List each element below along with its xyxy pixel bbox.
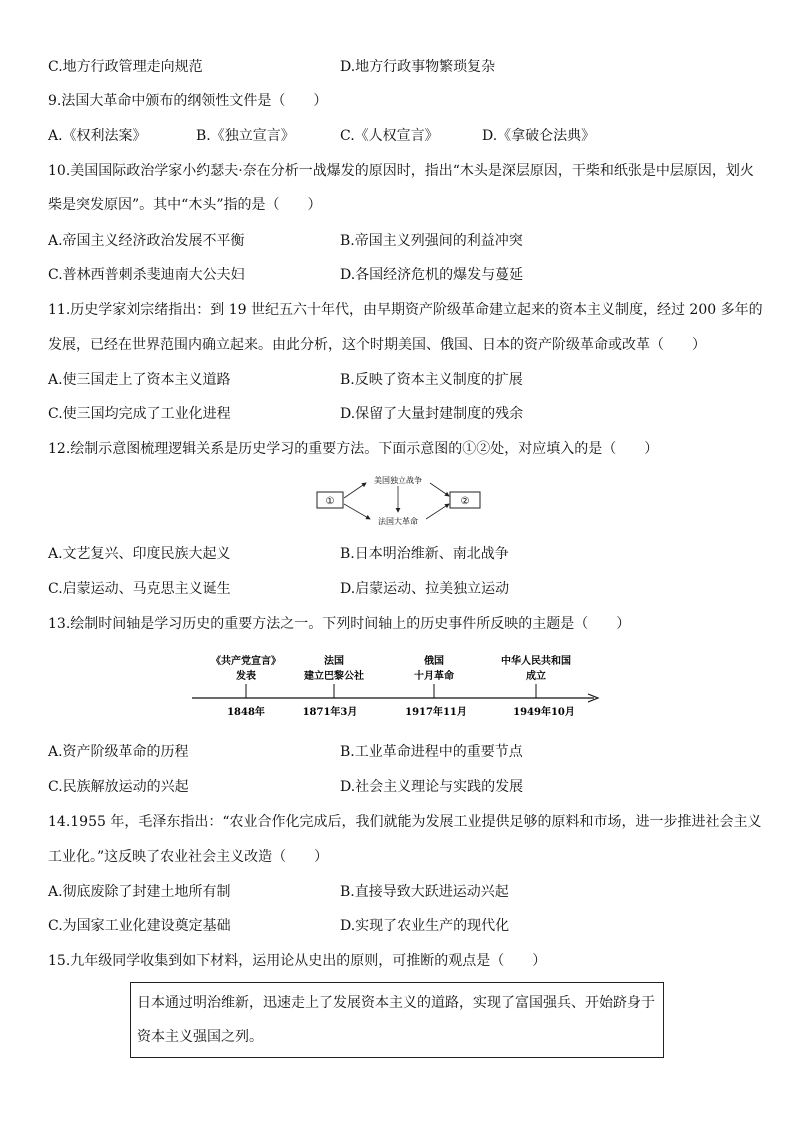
timeline-date-1: 1848年 (227, 707, 265, 718)
q13-option-c: C.民族解放运动的兴起 (48, 779, 189, 795)
q12-arrow-to-bottom (344, 504, 370, 519)
q10-stem-line1: 10.美国国际政治学家小约瑟夫·奈在分析一战爆发的原因时，指出“木头是深层原因，干柴和纸张是中层原因，划火 (48, 163, 754, 179)
q14-option-a: A.彻底废除了封建土地所有制 (48, 884, 231, 900)
q12-top-label: 美国独立战争 (374, 476, 422, 485)
q11-option-c: C.使三国均完成了工业化进程 (48, 406, 231, 422)
q11-stem-line2: 发展，已经在世界范围内确立起来。由此分析，这个时期美国、俄国、日本的资产阶级革命或改革（ ） (48, 337, 706, 353)
q8-option-d: D.地方行政事物繁琐复杂 (340, 59, 496, 75)
q12-stem: 12.绘制示意图梳理逻辑关系是历史学习的重要方法。下面示意图的①②处，对应填入的是（ ） (48, 441, 659, 457)
timeline-event-1-line2: 发表 (236, 671, 256, 682)
q14-option-d: D.实现了农业生产的现代化 (340, 918, 510, 934)
q9-option-d: D.《拿破仑法典》 (482, 128, 596, 144)
timeline-event-4-line2: 成立 (526, 671, 546, 682)
q14-option-c: C.为国家工业化建设奠定基础 (48, 918, 231, 934)
timeline-date-2: 1871年3月 (302, 707, 358, 718)
q15-material-line2: 资本主义强国之列。 (137, 1029, 263, 1045)
q15-stem: 15.九年级同学收集到如下材料，运用论从史出的原则，可推断的观点是（ ） (48, 953, 547, 969)
q12-box-1-label: ① (325, 496, 335, 507)
q12-option-d: D.启蒙运动、拉美独立运动 (340, 581, 510, 597)
timeline-event-1917 (405, 654, 467, 718)
timeline-event-2-line1: 法国 (324, 656, 344, 667)
q12-diagram (316, 474, 482, 526)
timeline-date-3: 1917年11月 (405, 707, 467, 718)
timeline-event-3-line1: 俄国 (424, 656, 444, 667)
q9-option-c: C.《人权宣言》 (340, 128, 439, 144)
q15-material-box (130, 982, 664, 1058)
q9-stem: 9.法国大革命中颁布的纲领性文件是（ ） (48, 93, 328, 109)
q12-box-2-label: ② (460, 496, 470, 507)
q12-arrow-top-to-2 (430, 483, 449, 496)
q13-stem: 13.绘制时间轴是学习历史的重要方法之一。下列时间轴上的历史事件所反映的主题是（ ） (48, 616, 631, 632)
q12-option-a: A.文艺复兴、印度民族大起义 (48, 546, 231, 562)
q10-option-c: C.普林西普刺杀斐迪南大公夫妇 (48, 267, 245, 283)
q13-option-b: B.工业革命进程中的重要节点 (340, 744, 523, 760)
q12-bottom-label: 法国大革命 (378, 517, 418, 526)
q14-option-b: B.直接导致大跃进运动兴起 (340, 884, 509, 900)
q8-option-c: C.地方行政管理走向规范 (48, 59, 203, 75)
q14-stem-line1: 14.1955 年，毛泽东指出：“农业合作化完成后，我们就能为发展工业提供足够的原料和市场，进一步推进社会主义 (48, 814, 762, 830)
timeline-event-1-line1: 《共产党宣言》 (211, 656, 281, 667)
q10-stem-line2: 柴是突发原因”。其中“木头”指的是（ ） (48, 197, 322, 213)
timeline-event-1949 (501, 654, 575, 718)
q10-option-d: D.各国经济危机的爆发与蔓延 (340, 267, 524, 283)
q13-option-a: A.资产阶级革命的历程 (48, 744, 189, 760)
timeline-date-4: 1949年10月 (513, 707, 575, 718)
timeline-event-2-line2: 建立巴黎公社 (304, 671, 364, 682)
q12-option-b: B.日本明治维新、南北战争 (340, 546, 509, 562)
timeline-event-1848 (211, 654, 281, 718)
q13-timeline (190, 652, 602, 722)
q9-option-b: B.《独立宣言》 (196, 128, 295, 144)
q12-option-c: C.启蒙运动、马克思主义诞生 (48, 581, 231, 597)
q11-option-b: B.反映了资本主义制度的扩展 (340, 372, 523, 388)
q11-option-d: D.保留了大量封建制度的残余 (340, 406, 524, 422)
q10-option-a: A.帝国主义经济政治发展不平衡 (48, 233, 245, 249)
q9-option-a: A.《权利法案》 (48, 128, 147, 144)
timeline-event-4-line1: 中华人民共和国 (501, 656, 571, 667)
q12-arrow-bottom-to-2 (426, 504, 449, 519)
q11-option-a: A.使三国走上了资本主义道路 (48, 372, 231, 388)
q13-option-d: D.社会主义理论与实践的发展 (340, 779, 524, 795)
q14-stem-line2: 工业化。”这反映了农业社会主义改造（ ） (48, 849, 329, 865)
timeline-event-3-line2: 十月革命 (414, 671, 454, 682)
q11-stem-line1: 11.历史学家刘宗绪指出：到 19 世纪五六十年代，由早期资产阶级革命建立起来的资本主义制度，经过 200 多年的 (48, 302, 763, 318)
q12-arrow-to-top (344, 483, 366, 498)
q10-option-b: B.帝国主义列强间的利益冲突 (340, 233, 523, 249)
q15-material-line1: 日本通过明治维新，迅速走上了发展资本主义的道路，实现了富国强兵、开始跻身于 (137, 995, 655, 1011)
timeline-event-1871 (303, 654, 364, 718)
